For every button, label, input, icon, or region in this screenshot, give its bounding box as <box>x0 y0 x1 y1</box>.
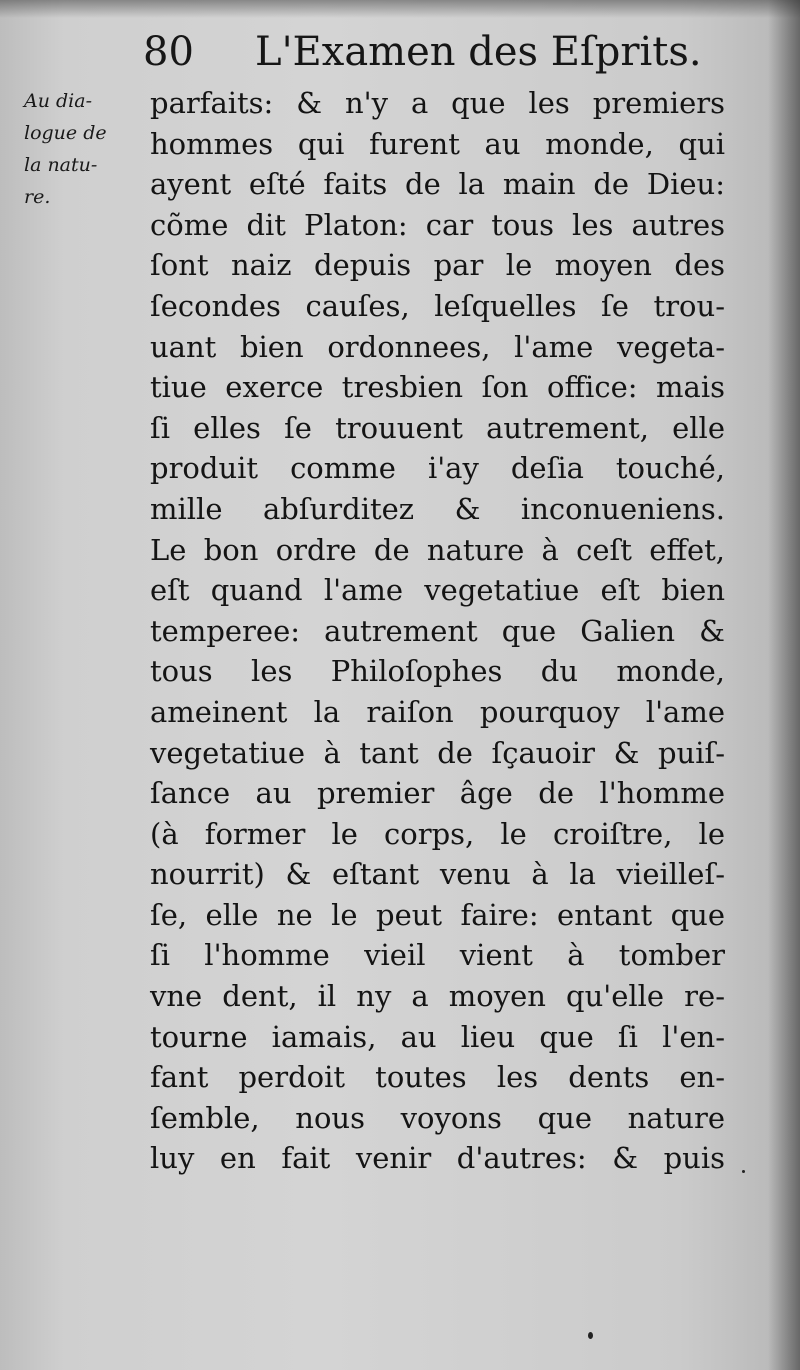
text-line: eſt quand l'ame vegetatiue eſt bien <box>150 573 725 608</box>
ink-speck <box>742 1170 745 1173</box>
text-line: ſi elles ſe trouuent autrement, elle <box>150 410 725 445</box>
text-line: vne dent, il ny a moyen qu'elle re- <box>150 979 725 1014</box>
text-line: tous les Philoſophes du monde, <box>150 654 725 689</box>
text-line: tiue exerce tresbien ſon office: mais <box>150 370 725 405</box>
gutter-shadow <box>768 0 800 1370</box>
page-header <box>143 22 702 82</box>
text-line: nourrit) & eſtant venu à la vieilleſ- <box>150 857 725 892</box>
text-line: hommes qui furent au monde, qui <box>150 126 725 161</box>
text-line: mille abſurditez & inconueniens. <box>150 491 725 526</box>
text-line: ſont naiz depuis par le moyen des <box>150 248 725 283</box>
text-line: produit comme i'ay deſia touché, <box>150 451 725 486</box>
text-line: vegetatiue à tant de ſçauoir & puiſ- <box>150 735 725 770</box>
running-title: L'Examen des Eſprits. <box>255 29 702 75</box>
text-line: ſemble, nous voyons que nature <box>150 1100 725 1135</box>
text-line: tourne iamais, au lieu que ſi l'en- <box>150 1019 725 1054</box>
text-line: ſi l'homme vieil vient à tomber <box>150 938 725 973</box>
margin-note-line: logue de <box>24 122 107 144</box>
text-line: ſe, elle ne le peut faire: entant que <box>150 897 725 932</box>
text-line: fant perdoit toutes les dents en- <box>150 1060 725 1095</box>
text-line: ayent eſté faits de la main de Dieu: <box>150 167 725 202</box>
text-line: Le bon ordre de nature à ceſt effet, <box>150 532 725 567</box>
text-line: (à former le corps, le croiſtre, le <box>150 816 725 851</box>
text-line: ameinent la raiſon pourquoy l'ame <box>150 694 725 729</box>
text-line: temperee: autrement que Galien & <box>150 613 725 648</box>
margin-note-line: re. <box>24 186 51 208</box>
page-number: 80 <box>143 29 194 75</box>
text-line: ſance au premier âge de l'homme <box>150 776 725 811</box>
text-line: ſecondes cauſes, leſquelles ſe trou- <box>150 288 725 323</box>
body-text <box>150 83 725 1179</box>
text-line: luy en fait venir d'autres: & puis <box>150 1141 725 1176</box>
margin-note <box>24 85 144 213</box>
text-line: parfaits: & n'y a que les premiers <box>150 86 725 120</box>
margin-note-line: la natu- <box>24 154 98 176</box>
margin-note-line: Au dia- <box>24 90 92 112</box>
top-edge-shadow <box>0 0 800 18</box>
text-line: cõme dit Platon: car tous les autres <box>150 207 725 242</box>
text-line: uant bien ordonnees, l'ame vegeta- <box>150 329 725 364</box>
ink-speck <box>588 1332 593 1339</box>
